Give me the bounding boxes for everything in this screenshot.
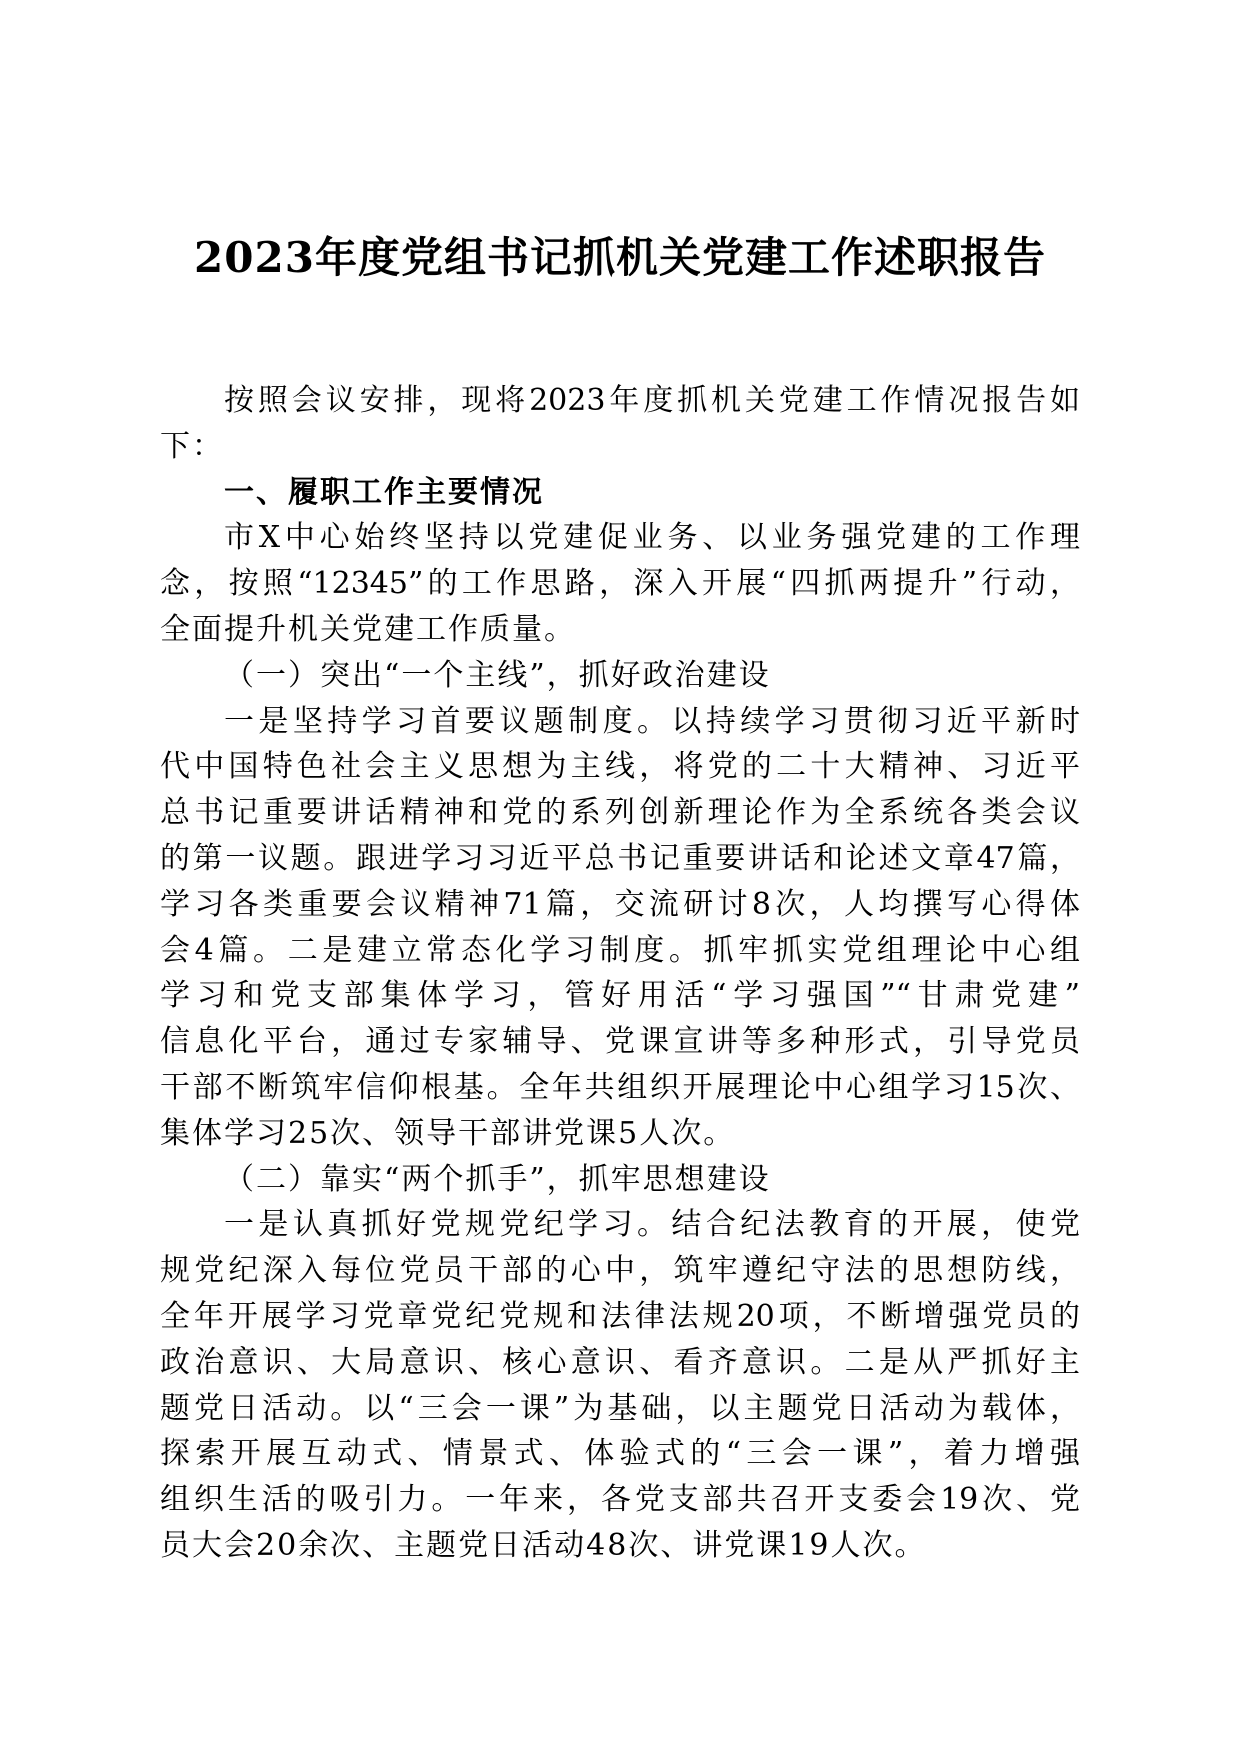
paragraph-line: 全年开展学习党章党纪党规和法律法规20项，不断增强党员的: [160, 1298, 1080, 1334]
paragraph-line: 员大会20余次、主题党日活动48次、讲党课19人次。: [160, 1527, 927, 1563]
paragraph-line: 集体学习25次、领导干部讲党课5人次。: [160, 1115, 736, 1151]
paragraph-line: 代中国特色社会主义思想为主线，将党的二十大精神、习近平: [160, 749, 1080, 785]
paragraph-line: 政治意识、大局意识、核心意识、看齐意识。二是从严抓好主: [160, 1344, 1080, 1380]
document-title: 2023年度党组书记抓机关党建工作述职报告: [194, 233, 1046, 282]
paragraph-line: 市X中心始终坚持以党建促业务、以业务强党建的工作理: [224, 520, 1080, 556]
paragraph-line: 总书记重要讲话精神和党的系列创新理论作为全系统各类会议: [160, 795, 1080, 831]
paragraph-line: 一是认真抓好党规党纪学习。结合纪法教育的开展，使党: [224, 1207, 1080, 1243]
paragraph-line: 信息化平台，通过专家辅导、党课宣讲等多种形式，引导党员: [160, 1024, 1080, 1060]
paragraph-line: 下：: [160, 428, 224, 464]
paragraph-line: 一是坚持学习首要议题制度。以持续学习贯彻习近平新时: [224, 703, 1080, 739]
paragraph-line: 按照会议安排，现将2023年度抓机关党建工作情况报告如: [224, 383, 1080, 418]
paragraph-line: 会4篇。二是建立常态化学习制度。抓牢抓实党组理论中心组: [160, 932, 1080, 968]
paragraph-line: 的第一议题。跟进学习习近平总书记重要讲话和论述文章47篇，: [160, 840, 1080, 876]
paragraph-line: 规党纪深入每位党员干部的心中，筑牢遵纪守法的思想防线，: [160, 1253, 1080, 1289]
document-body: [160, 378, 1080, 1569]
paragraph-line: 组织生活的吸引力。一年来，各党支部共召开支委会19次、党: [160, 1482, 1080, 1518]
paragraph-line: 干部不断筑牢信仰根基。全年共组织开展理论中心组学习15次、: [160, 1069, 1080, 1105]
paragraph-line: 全面提升机关党建工作质量。: [160, 611, 576, 647]
subsection-heading: （一）突出“一个主线”，抓好政治建设: [224, 657, 771, 693]
section-heading: 一、履职工作主要情况: [224, 474, 544, 510]
paragraph-line: 念，按照“12345”的工作思路，深入开展“四抓两提升”行动，: [160, 566, 1080, 602]
subsection-heading: （二）靠实“两个抓手”，抓牢思想建设: [224, 1161, 771, 1197]
paragraph-line: 学习各类重要会议精神71篇，交流研讨8次，人均撰写心得体: [160, 886, 1080, 922]
paragraph-line: 探索开展互动式、情景式、体验式的“三会一课”，着力增强: [160, 1436, 1080, 1472]
paragraph-line: 学习和党支部集体学习，管好用活“学习强国”“甘肃党建”: [160, 978, 1080, 1014]
paragraph-line: 题党日活动。以“三会一课”为基础，以主题党日活动为载体，: [160, 1390, 1080, 1426]
